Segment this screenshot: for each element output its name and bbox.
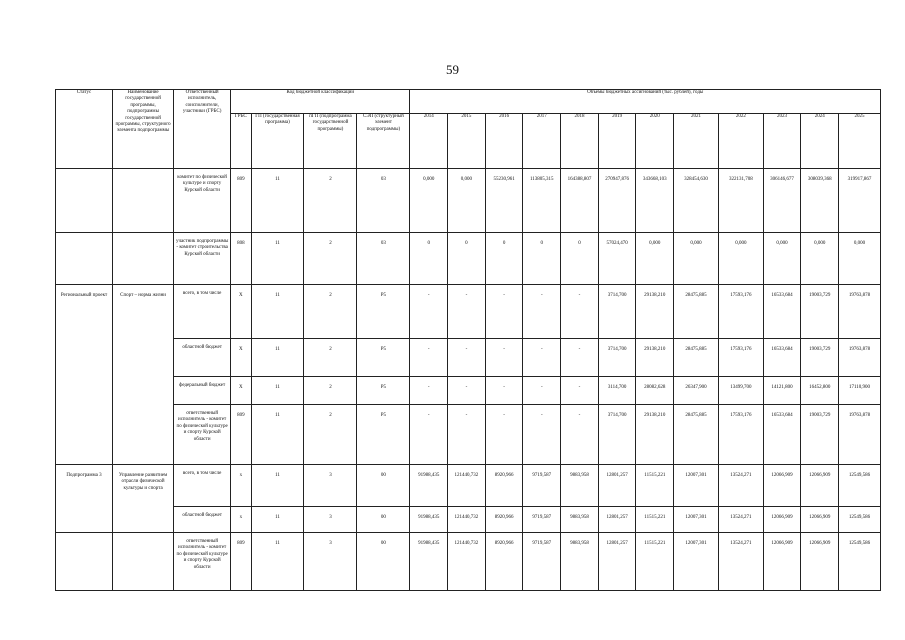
value-cell: 16533,684 <box>763 339 801 377</box>
value-cell: 28475,885 <box>674 285 719 339</box>
table-row <box>56 465 881 507</box>
value-cell: - <box>448 377 486 405</box>
value-cell: 26347,900 <box>674 377 719 405</box>
header-volume-group: Объемы бюджетных ассигнований (тыс. рублей), годы <box>410 90 881 114</box>
header-grbs: ГРБС <box>231 114 251 169</box>
value-cell: 28475,885 <box>674 339 719 377</box>
value-cell: 12801,257 <box>598 465 636 507</box>
sep-cell: 03 <box>357 169 410 233</box>
value-cell: 0,000 <box>448 169 486 233</box>
value-cell: 0,000 <box>636 233 674 285</box>
value-cell: - <box>523 405 561 465</box>
gp-cell: 11 <box>251 405 304 465</box>
value-cell: 12549,586 <box>839 533 881 591</box>
header-year: 2020 <box>636 114 674 169</box>
value-cell: 19763,878 <box>839 339 881 377</box>
value-cell: 270947,876 <box>598 169 636 233</box>
executor-cell: всего, в том числе <box>174 285 231 339</box>
grbs-cell: Х <box>231 339 251 377</box>
status-cell <box>56 233 113 285</box>
value-cell: 19763,878 <box>839 405 881 465</box>
value-cell: 308039,368 <box>801 169 839 233</box>
value-cell: 12801,257 <box>598 533 636 591</box>
value-cell: 14121,800 <box>763 377 801 405</box>
sep-cell: Р5 <box>357 377 410 405</box>
value-cell: 121440,732 <box>448 465 486 507</box>
value-cell: 17593,176 <box>718 405 763 465</box>
pgp-cell: 3 <box>304 507 357 533</box>
sep-cell: 00 <box>357 533 410 591</box>
value-cell: 3114,700 <box>598 377 636 405</box>
value-cell: 0,000 <box>718 233 763 285</box>
value-cell: 12007,301 <box>674 465 719 507</box>
value-cell: 57024,470 <box>598 233 636 285</box>
header-year: 2014 <box>410 114 448 169</box>
value-cell: - <box>410 285 448 339</box>
header-year: 2019 <box>598 114 636 169</box>
value-cell: - <box>523 339 561 377</box>
value-cell: 8920,966 <box>485 465 523 507</box>
value-cell: 0,000 <box>674 233 719 285</box>
value-cell: - <box>485 339 523 377</box>
value-cell: 164388,807 <box>561 169 599 233</box>
value-cell: 29138,210 <box>636 339 674 377</box>
status-cell: Региональный проект <box>56 285 113 465</box>
status-cell <box>56 169 113 233</box>
gp-cell: 11 <box>251 233 304 285</box>
value-cell: 8920,966 <box>485 507 523 533</box>
value-cell: 3714,700 <box>598 405 636 465</box>
sep-cell: Р5 <box>357 339 410 377</box>
executor-cell: всего, в том числе <box>174 465 231 507</box>
value-cell: 28475,885 <box>674 405 719 465</box>
value-cell: 13524,271 <box>718 465 763 507</box>
header-row-top <box>56 90 881 114</box>
value-cell: 16452,800 <box>801 377 839 405</box>
value-cell: 121440,732 <box>448 533 486 591</box>
value-cell: 91988,435 <box>410 465 448 507</box>
value-cell: - <box>561 405 599 465</box>
value-cell: - <box>448 285 486 339</box>
pgp-cell: 2 <box>304 377 357 405</box>
value-cell: 12066,909 <box>801 533 839 591</box>
value-cell: 12549,586 <box>839 465 881 507</box>
status-cell <box>56 533 113 591</box>
value-cell: 0 <box>485 233 523 285</box>
value-cell: 328454,630 <box>674 169 719 233</box>
executor-cell: федеральный бюджет <box>174 377 231 405</box>
gp-cell: 11 <box>251 285 304 339</box>
value-cell: - <box>448 339 486 377</box>
value-cell: 0 <box>523 233 561 285</box>
name-cell <box>113 169 174 233</box>
value-cell: - <box>485 405 523 465</box>
value-cell: 0 <box>448 233 486 285</box>
value-cell: 9883,958 <box>561 465 599 507</box>
value-cell: 12007,301 <box>674 533 719 591</box>
status-cell: Подпрограмма 3 <box>56 465 113 533</box>
value-cell: 19003,729 <box>801 339 839 377</box>
value-cell: 121440,732 <box>448 507 486 533</box>
value-cell: 0,000 <box>410 169 448 233</box>
value-cell: 19003,729 <box>801 285 839 339</box>
header-year: 2022 <box>718 114 763 169</box>
value-cell: 319917,867 <box>839 169 881 233</box>
header-code-group: Код бюджетной классификации <box>231 90 410 114</box>
sep-cell: Р5 <box>357 405 410 465</box>
value-cell: - <box>410 377 448 405</box>
gp-cell: 11 <box>251 533 304 591</box>
value-cell: 19003,729 <box>801 405 839 465</box>
sep-cell: 03 <box>357 233 410 285</box>
grbs-cell: Х <box>231 377 251 405</box>
value-cell: 12007,301 <box>674 507 719 533</box>
grbs-cell: х <box>231 465 251 507</box>
value-cell: 19763,878 <box>839 285 881 339</box>
sep-cell: 00 <box>357 465 410 507</box>
grbs-cell: 809 <box>231 169 251 233</box>
value-cell: - <box>485 377 523 405</box>
header-year: 2024 <box>801 114 839 169</box>
value-cell: 13524,271 <box>718 533 763 591</box>
pgp-cell: 3 <box>304 533 357 591</box>
value-cell: 16533,684 <box>763 405 801 465</box>
grbs-cell: 808 <box>231 233 251 285</box>
value-cell: 12066,909 <box>801 465 839 507</box>
value-cell: 12066,909 <box>763 533 801 591</box>
header-year: 2015 <box>448 114 486 169</box>
grbs-cell: Х <box>231 285 251 339</box>
value-cell: 0,000 <box>839 233 881 285</box>
value-cell: - <box>523 377 561 405</box>
name-cell <box>113 233 174 285</box>
executor-cell: комитет по физической культуре и спорту Курской области <box>174 169 231 233</box>
value-cell: 16533,684 <box>763 285 801 339</box>
value-cell: - <box>561 377 599 405</box>
value-cell: 12549,586 <box>839 507 881 533</box>
grbs-cell: 809 <box>231 405 251 465</box>
gp-cell: 11 <box>251 339 304 377</box>
value-cell: 11515,221 <box>636 507 674 533</box>
value-cell: 12066,909 <box>763 465 801 507</box>
header-year: 2018 <box>561 114 599 169</box>
value-cell: 0 <box>410 233 448 285</box>
value-cell: 8920,966 <box>485 533 523 591</box>
header-sep: СЭП (структурный элемент подпрограммы) <box>357 114 410 169</box>
value-cell: - <box>410 405 448 465</box>
value-cell: 9883,958 <box>561 533 599 591</box>
header-year: 2016 <box>485 114 523 169</box>
gp-cell: 11 <box>251 507 304 533</box>
gp-cell: 11 <box>251 377 304 405</box>
value-cell: - <box>561 285 599 339</box>
value-cell: - <box>410 339 448 377</box>
name-cell: Спорт – норма жизни <box>113 285 174 465</box>
grbs-cell: х <box>231 507 251 533</box>
gp-cell: 11 <box>251 465 304 507</box>
executor-cell: участник подпрограммы - комитет строительства Курской области <box>174 233 231 285</box>
value-cell: 13524,271 <box>718 507 763 533</box>
value-cell: 12066,909 <box>801 507 839 533</box>
sep-cell: 00 <box>357 507 410 533</box>
value-cell: 29138,210 <box>636 405 674 465</box>
value-cell: - <box>485 285 523 339</box>
pgp-cell: 2 <box>304 405 357 465</box>
gp-cell: 11 <box>251 169 304 233</box>
executor-cell: ответственный исполнитель - комитет по физической культуре и спорту Курской области <box>174 405 231 465</box>
executor-cell: ответственный исполнитель - комитет по физической культуре и спорту Курской области <box>174 533 231 591</box>
header-pgp: пГП (подпрограмма государственной программы) <box>304 114 357 169</box>
table-row <box>56 339 881 377</box>
table-row <box>56 533 881 591</box>
value-cell: - <box>448 405 486 465</box>
value-cell: 17593,176 <box>718 285 763 339</box>
value-cell: 343668,103 <box>636 169 674 233</box>
header-year: 2017 <box>523 114 561 169</box>
value-cell: 12066,909 <box>763 507 801 533</box>
value-cell: 17110,900 <box>839 377 881 405</box>
budget-table <box>55 89 881 591</box>
header-gp: ГП (государственная программа) <box>251 114 304 169</box>
pgp-cell: 2 <box>304 233 357 285</box>
header-status: Статус <box>56 90 113 169</box>
value-cell: 17593,176 <box>718 339 763 377</box>
value-cell: 55230,961 <box>485 169 523 233</box>
table-row <box>56 233 881 285</box>
value-cell: 11515,221 <box>636 533 674 591</box>
value-cell: 322131,708 <box>718 169 763 233</box>
table-row <box>56 169 881 233</box>
value-cell: 9719,587 <box>523 507 561 533</box>
name-cell: Управление развитием отрасли физической культуры и спорта <box>113 465 174 533</box>
executor-cell: областной бюджет <box>174 339 231 377</box>
value-cell: 29138,210 <box>636 285 674 339</box>
table-row <box>56 377 881 405</box>
value-cell: 9719,587 <box>523 465 561 507</box>
value-cell: 12801,257 <box>598 507 636 533</box>
value-cell: 306146,677 <box>763 169 801 233</box>
value-cell: 9883,958 <box>561 507 599 533</box>
table-row <box>56 507 881 533</box>
value-cell: 9719,587 <box>523 533 561 591</box>
page-number: 59 <box>446 62 459 77</box>
header-year: 2021 <box>674 114 719 169</box>
pgp-cell: 3 <box>304 465 357 507</box>
value-cell: 0,000 <box>801 233 839 285</box>
table-row <box>56 285 881 339</box>
grbs-cell: 809 <box>231 533 251 591</box>
value-cell: 0,000 <box>763 233 801 285</box>
sep-cell: Р5 <box>357 285 410 339</box>
header-year: 2023 <box>763 114 801 169</box>
value-cell: 91988,435 <box>410 507 448 533</box>
header-name: Наименование государственной программы, подпрограммы государственной программы, структурного элемента подпрограммы <box>113 90 174 169</box>
header-executor: Ответственный исполнитель, соисполнители, участники (ГРБС) <box>174 90 231 169</box>
value-cell: 0 <box>561 233 599 285</box>
value-cell: 13499,700 <box>718 377 763 405</box>
pgp-cell: 2 <box>304 169 357 233</box>
value-cell: 113805,315 <box>523 169 561 233</box>
value-cell: 91988,435 <box>410 533 448 591</box>
executor-cell: областной бюджет <box>174 507 231 533</box>
value-cell: 28082,628 <box>636 377 674 405</box>
value-cell: 11515,221 <box>636 465 674 507</box>
pgp-cell: 2 <box>304 285 357 339</box>
header-year: 2025 <box>839 114 881 169</box>
name-cell <box>113 533 174 591</box>
value-cell: - <box>561 339 599 377</box>
value-cell: - <box>523 285 561 339</box>
value-cell: 3714,700 <box>598 339 636 377</box>
value-cell: 3714,700 <box>598 285 636 339</box>
table-row <box>56 405 881 465</box>
pgp-cell: 2 <box>304 339 357 377</box>
